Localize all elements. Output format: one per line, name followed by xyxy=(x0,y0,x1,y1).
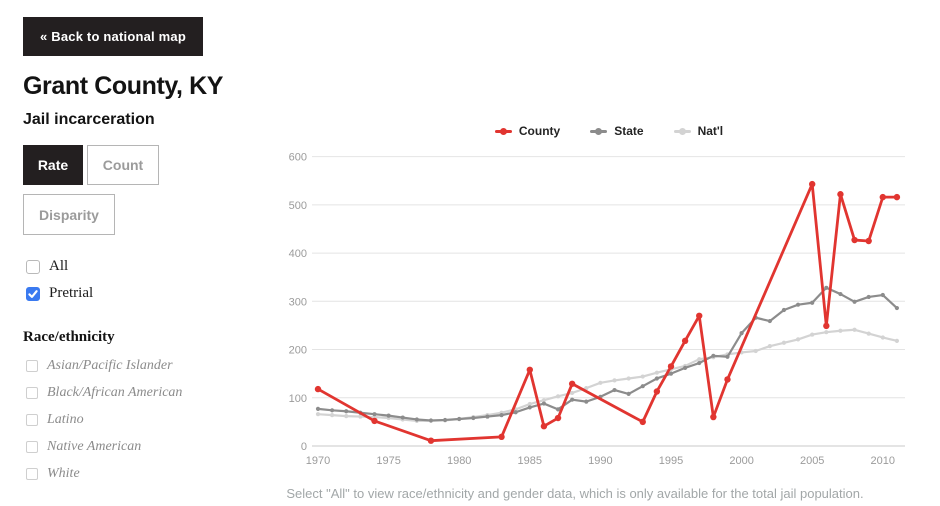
x-axis-tick-label: 1975 xyxy=(376,455,401,467)
y-axis-tick-label: 500 xyxy=(288,199,307,212)
data-point-state xyxy=(697,361,701,365)
count-toggle-button[interactable]: Count xyxy=(87,145,159,185)
data-point-natl xyxy=(655,371,659,375)
x-axis-tick-label: 1980 xyxy=(446,455,472,467)
rate-toggle-button[interactable]: Rate xyxy=(23,145,83,185)
x-axis-tick-label: 1990 xyxy=(588,455,613,467)
data-point-state xyxy=(796,303,800,307)
data-point-natl xyxy=(330,413,334,417)
data-point-state xyxy=(655,376,659,380)
data-point-county xyxy=(640,419,646,425)
x-axis-tick-label: 2010 xyxy=(870,455,896,467)
data-point-state xyxy=(499,413,503,417)
x-axis-tick-label: 2000 xyxy=(729,455,754,467)
data-point-state xyxy=(711,354,715,358)
data-point-natl xyxy=(867,332,871,336)
data-point-county xyxy=(880,194,886,200)
data-point-state xyxy=(768,319,772,323)
data-point-state xyxy=(641,384,645,388)
data-point-state xyxy=(415,417,419,421)
data-point-county xyxy=(865,238,871,244)
data-point-state xyxy=(669,372,673,376)
data-point-county xyxy=(428,437,434,443)
race-option-asian-pacific-islander-label[interactable]: Asian/Pacific Islander xyxy=(47,358,173,373)
data-point-county xyxy=(851,237,857,243)
data-point-county xyxy=(696,313,702,319)
data-point-natl xyxy=(641,374,645,378)
x-axis-tick-label: 2005 xyxy=(799,455,825,467)
race-option-native-american-label[interactable]: Native American xyxy=(47,439,142,454)
y-axis-tick-label: 400 xyxy=(288,248,307,261)
data-point-state xyxy=(612,388,616,392)
data-point-state xyxy=(542,401,546,405)
data-point-state xyxy=(471,416,475,420)
x-axis-tick-label: 1995 xyxy=(658,455,684,467)
data-point-state xyxy=(895,306,899,310)
race-ethnicity-heading: Race/ethnicity xyxy=(23,329,115,345)
filter-all-label[interactable]: All xyxy=(49,258,69,274)
data-point-county xyxy=(894,194,900,200)
data-point-natl xyxy=(824,330,828,334)
data-point-county xyxy=(498,434,504,440)
race-option-white-label[interactable]: White xyxy=(47,466,80,481)
data-point-natl xyxy=(627,376,631,380)
data-point-state xyxy=(867,295,871,299)
data-point-state xyxy=(528,405,532,409)
data-point-county xyxy=(710,414,716,420)
data-point-state xyxy=(881,293,885,297)
x-axis-tick-label: 1970 xyxy=(305,455,331,467)
back-to-national-map-button[interactable]: « Back to national map xyxy=(23,17,203,56)
data-point-county xyxy=(724,376,730,382)
data-point-state xyxy=(344,409,348,413)
data-point-county xyxy=(569,381,575,387)
data-point-state xyxy=(316,407,320,411)
data-point-state xyxy=(457,417,461,421)
data-point-state xyxy=(740,331,744,335)
data-point-state xyxy=(372,412,376,416)
data-point-natl xyxy=(754,349,758,353)
race-option-latino-label[interactable]: Latino xyxy=(47,412,84,427)
x-axis-tick-label: 1985 xyxy=(517,455,543,467)
data-point-state xyxy=(429,418,433,422)
data-point-state xyxy=(852,300,856,304)
data-point-state xyxy=(485,414,489,418)
data-point-natl xyxy=(344,414,348,418)
legend-label: State xyxy=(614,124,644,138)
page-title: Grant County, KY xyxy=(23,72,224,100)
data-point-natl xyxy=(881,335,885,339)
filter-pretrial-label[interactable]: Pretrial xyxy=(49,285,94,301)
chart-section-title: Jail incarceration xyxy=(23,111,155,128)
data-point-natl xyxy=(697,357,701,361)
data-point-natl xyxy=(570,391,574,395)
series-line-state xyxy=(318,288,897,421)
series-line-county xyxy=(318,184,897,441)
data-point-county xyxy=(541,423,547,429)
legend-label: Nat'l xyxy=(697,124,724,138)
data-point-county xyxy=(837,191,843,197)
data-point-state xyxy=(725,355,729,359)
data-point-state xyxy=(810,301,814,305)
chart-footnote: Select "All" to view race/ethnicity and gender data, which is only available for the total jail population. xyxy=(286,486,864,501)
data-point-county xyxy=(315,386,321,392)
data-point-state xyxy=(514,410,518,414)
data-point-county xyxy=(555,415,561,421)
data-point-state xyxy=(824,286,828,290)
data-point-natl xyxy=(810,332,814,336)
series-line-natl xyxy=(318,330,897,421)
data-point-state xyxy=(584,400,588,404)
legend-label: County xyxy=(518,124,561,138)
data-point-natl xyxy=(852,328,856,332)
y-axis-tick-label: 0 xyxy=(300,441,307,453)
data-point-county xyxy=(654,388,660,394)
data-point-county xyxy=(682,338,688,344)
data-point-state xyxy=(330,408,334,412)
y-axis-tick-label: 600 xyxy=(288,151,307,164)
data-point-state xyxy=(838,292,842,296)
data-point-natl xyxy=(556,394,560,398)
data-point-county xyxy=(668,363,674,369)
data-point-natl xyxy=(768,344,772,348)
data-point-natl xyxy=(895,339,899,343)
y-axis-tick-label: 300 xyxy=(288,296,307,309)
data-point-state xyxy=(683,366,687,370)
data-point-natl xyxy=(612,378,616,382)
data-point-county xyxy=(823,323,829,329)
data-point-county xyxy=(527,367,533,373)
data-point-county xyxy=(809,181,815,187)
data-point-natl xyxy=(796,337,800,341)
race-option-black-african-american-label[interactable]: Black/African American xyxy=(47,385,183,400)
data-point-county xyxy=(371,418,377,424)
y-axis-tick-label: 100 xyxy=(288,392,307,405)
y-axis-tick-label: 200 xyxy=(288,344,307,357)
data-point-state xyxy=(570,398,574,402)
data-point-state xyxy=(443,418,447,422)
data-point-natl xyxy=(782,341,786,345)
disparity-button[interactable]: Disparity xyxy=(23,194,115,235)
data-point-state xyxy=(782,308,786,312)
data-point-state xyxy=(627,392,631,396)
data-point-natl xyxy=(316,412,320,416)
data-point-natl xyxy=(598,381,602,385)
data-point-natl xyxy=(838,329,842,333)
data-point-state xyxy=(401,415,405,419)
data-point-state xyxy=(387,414,391,418)
